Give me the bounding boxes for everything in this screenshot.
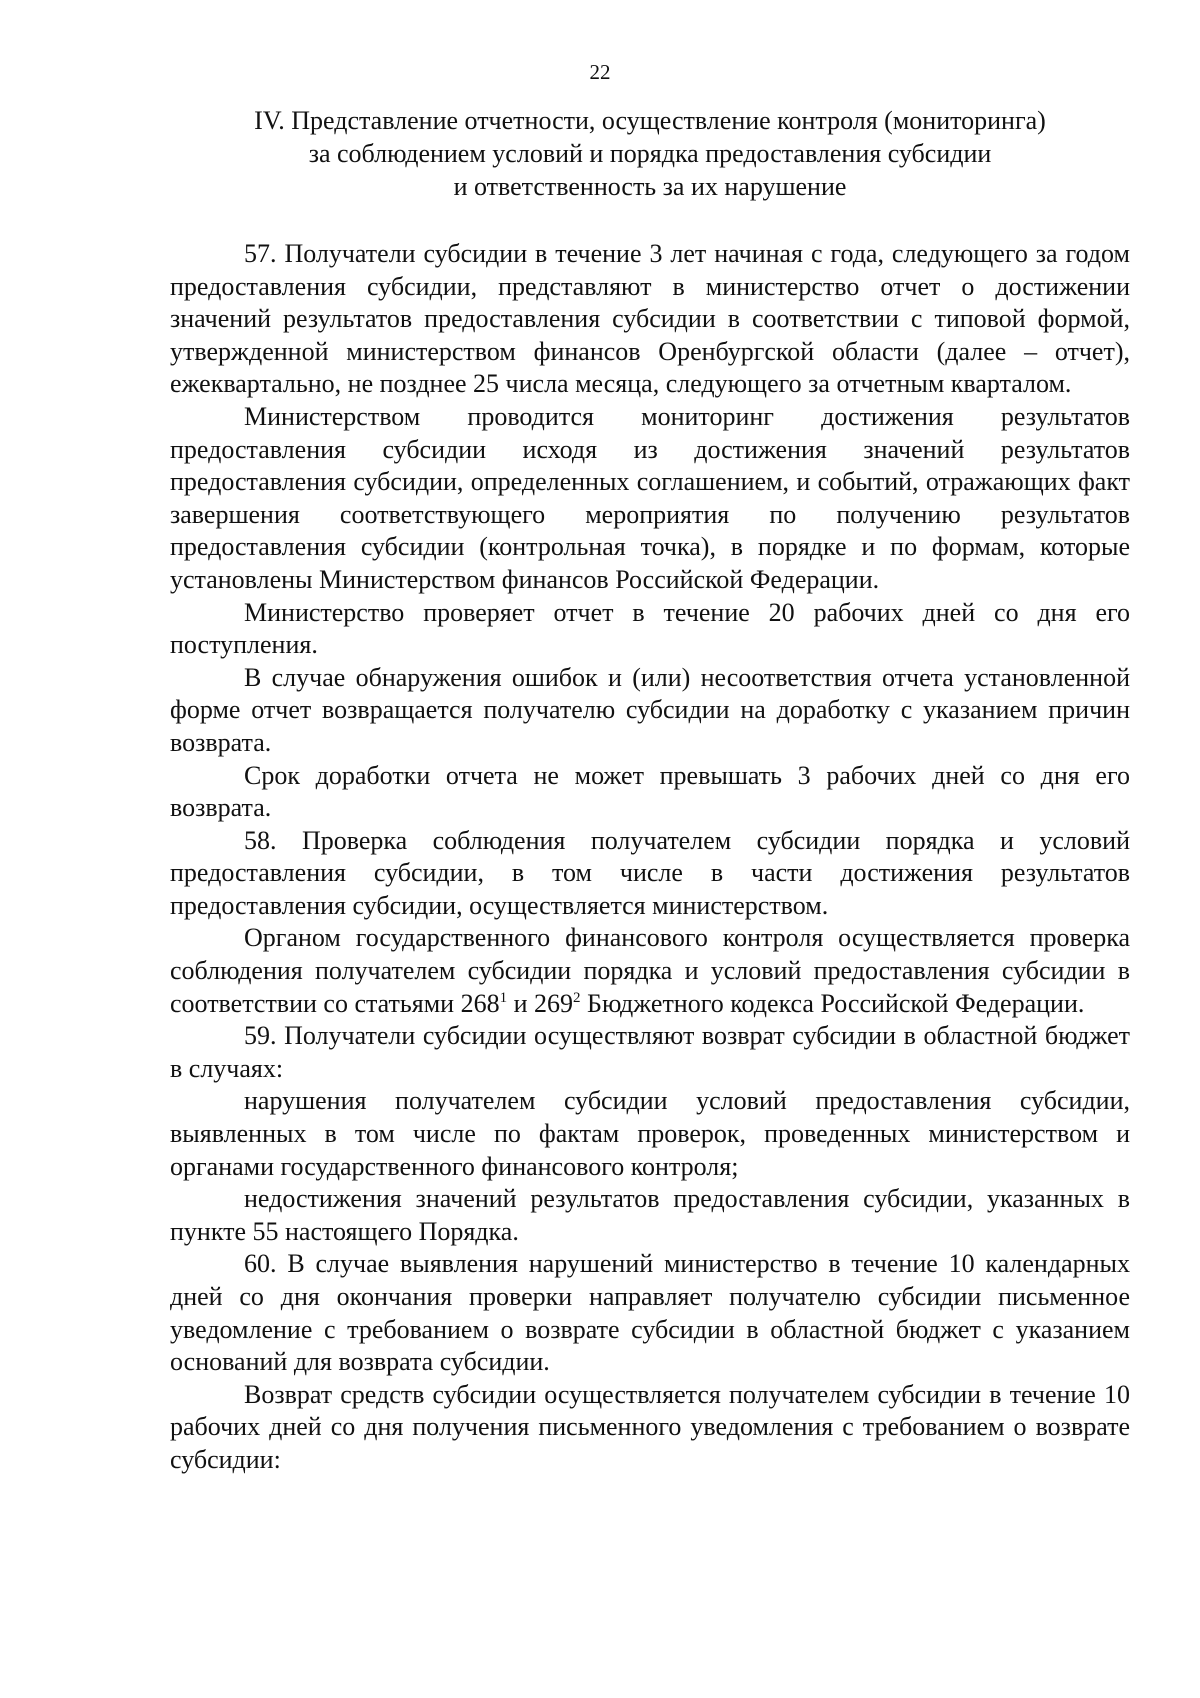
paragraph-59: 59. Получатели субсидии осуществляют возврат субсидии в областной бюджет в случаях:: [170, 1021, 1130, 1083]
paragraph-58: 58. Проверка соблюдения получателем субсидии порядка и условий предоставления субсидии, в том числе в части достижения результатов предоставления субсидии, осуществляется министерством.: [170, 825, 1130, 920]
paragraph-rework-deadline: Срок доработки отчета не может превышать 3 рабочих дней со дня его возврата.: [170, 760, 1130, 823]
document-body: [170, 238, 1130, 1477]
section-heading-line: и ответственность за их нарушение: [453, 172, 847, 201]
paragraph-monitoring: Министерством проводится мониторинг достижения результатов предоставления субсидии исходя из достижения значений результатов предоставления субсидии, определенных соглашением, и событий, отражающих факт завершения соответствующего мероприятия по получению результатов предоставления субсидии (контрольная точка), в порядке и по формам, которые установлены Министерством финансов Российской Федерации.: [170, 401, 1130, 594]
paragraph-violation-case: нарушения получателем субсидии условий предоставления субсидии, выявленных в том числе по фактам проверок, проведенных министерством и органами государственного финансового контроля;: [170, 1086, 1130, 1181]
paragraph-refund-procedure: Возврат средств субсидии осуществляется получателем субсидии в течение 10 рабочих дней со дня получения письменного уведомления с требованием о возврате субсидии:: [170, 1379, 1130, 1474]
paragraph-report-check: Министерство проверяет отчет в течение 20 рабочих дней со дня его поступления.: [170, 597, 1130, 660]
paragraph-57: 57. Получатели субсидии в течение 3 лет начиная с года, следующего за годом предоставления субсидии, представляют в министерство отчет о достижении значений результатов предоставления субсидии в соответствии с типовой формой, утвержденной министерством финансов Оренбургской области (далее – отчет), ежеквартально, не позднее 25 числа месяца, следующего за отчетным кварталом.: [170, 239, 1130, 399]
control-text-before: Органом государственного финансового контроля осуществляется проверка соблюдения получателем субсидии порядка и условий предоставления субсидии в соответствии со статьями 268: [170, 923, 1130, 1018]
page-number: 22: [589, 60, 611, 84]
footnote-superscript: 1: [499, 989, 508, 1006]
section-heading-line: IV. Представление отчетности, осуществление контроля (мониторинга): [254, 106, 1046, 135]
paragraph-report-errors: В случае обнаружения ошибок и (или) несоответствия отчета установленной форме отчет возвращается получателю субсидии на доработку с указанием причин возврата.: [170, 662, 1130, 757]
paragraph-non-achievement-case: недостижения значений результатов предоставления субсидии, указанных в пункте 55 настоящего Порядка.: [170, 1184, 1130, 1246]
control-text-after: Бюджетного кодекса Российской Федерации.: [580, 988, 1085, 1018]
paragraph-financial-control: [170, 922, 1130, 1020]
paragraph-60: 60. В случае выявления нарушений министерство в течение 10 календарных дней со дня окончания проверки направляет получателю субсидии письменное уведомление с требованием о возврате субсидии в областной бюджет с указанием оснований для возврата субсидии.: [170, 1249, 1130, 1377]
control-text-middle: и 269: [507, 988, 574, 1018]
section-heading-line: за соблюдением условий и порядка предоставления субсидии: [308, 139, 992, 168]
footnote-superscript: 2: [573, 989, 581, 1006]
section-heading: [170, 104, 1130, 203]
